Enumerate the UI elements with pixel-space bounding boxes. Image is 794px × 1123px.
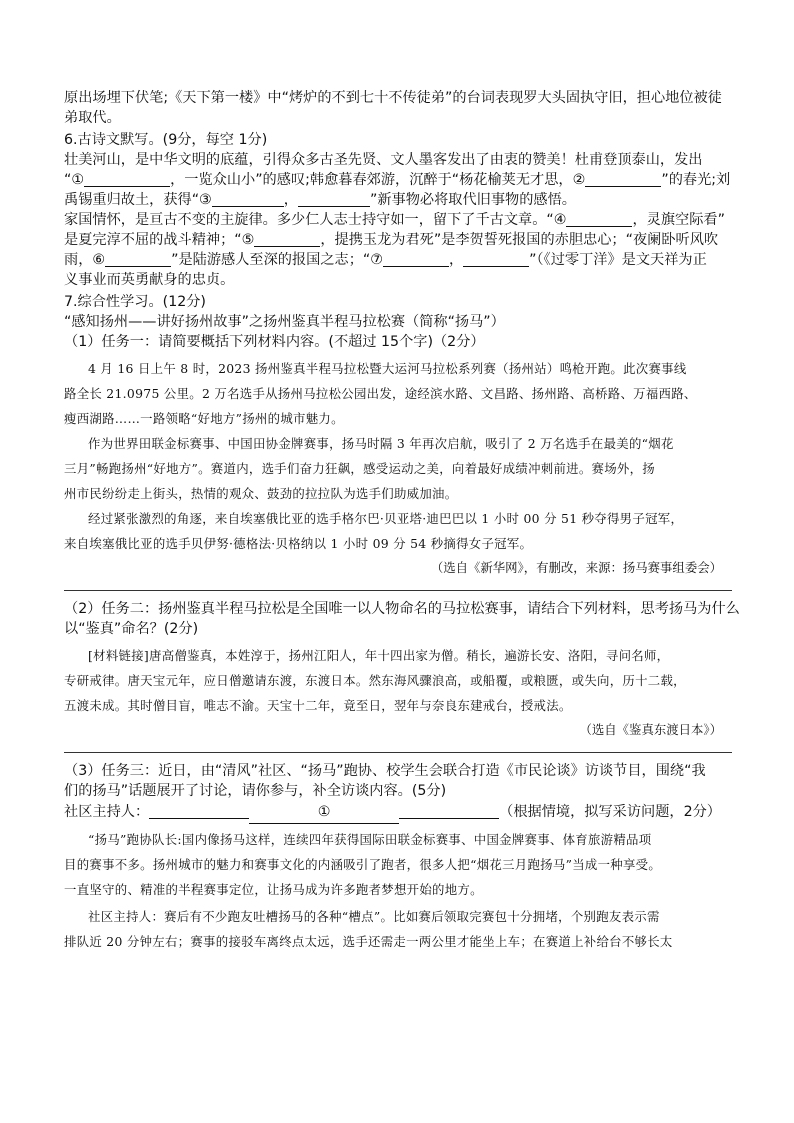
material-line: 4 月 16 日上午 8 时，2023 扬州鉴真半程马拉松暨大运河马拉松系列赛（扬州站）鸣枪开跑。此次赛事线 — [88, 361, 687, 376]
interview-line: 社区主持人：赛后有不少跑友吐槽扬马的各种“槽点”。比如赛后领取完赛包十分拥堵，个别跑友表示需 — [88, 909, 660, 924]
fill-line — [64, 250, 732, 270]
text-segment: “① — [64, 172, 85, 188]
text-line: 弟取代。 — [64, 110, 121, 126]
material-line: 专研戒律。唐天宝元年，应日僧邀请东渡，东渡日本。然东海风骤浪高，或船覆，或粮匮，或失向，历十二载， — [64, 673, 686, 688]
task-3-prompt: （3）任务三：近日，由“清风”社区、“扬马”跑协、校学生会联合打造《市民论谈》访谈节目，围绕“我 — [64, 763, 706, 779]
interview-line: “扬马”跑协队长:国内像扬马这样，连续四年获得国际田联金标赛事、中国金牌赛事、体育旅游精品项 — [88, 832, 652, 847]
answer-blank-4[interactable] — [566, 212, 632, 227]
material-line: 瘦西湖路……一路领略“好地方”扬州的城市魅力。 — [64, 411, 344, 426]
answer-line[interactable] — [64, 590, 732, 591]
material-2 — [64, 643, 732, 742]
material-source: （选自《鉴真东渡日本》） — [579, 722, 722, 737]
text-segment: ”的春光;刘 — [661, 172, 731, 188]
answer-blank-3a[interactable] — [212, 192, 284, 207]
answer-blank-7a[interactable] — [383, 252, 449, 267]
fill-line — [64, 170, 732, 190]
fill-line — [64, 190, 732, 210]
answer-blank-interview-right[interactable] — [399, 804, 499, 819]
material-line: 来自埃塞俄比亚的选手贝伊努·德格法·贝格纳以 1 小时 09 分 54 秒摘得女子冠军。 — [64, 536, 533, 551]
text-line: 义事业而英勇献身的忠贞。 — [64, 272, 235, 288]
text-segment: 禹锡重归故土，获得“③ — [64, 192, 212, 208]
text-segment: ，灵旗空际看” — [632, 212, 725, 228]
task-1-prompt: （1）任务一：请简要概括下列材料内容。(不超过 15个字)（2分） — [64, 334, 485, 350]
answer-blank-marker[interactable]: ① — [249, 801, 399, 824]
answer-blank-1[interactable] — [84, 172, 170, 187]
answer-blank-7b[interactable] — [463, 252, 529, 267]
material-line: 三月”畅跑扬州“好地方”。赛道内，选手们奋力狂飙，感受运动之美，向着最好成绩冲刺前进。赛场外，扬 — [64, 461, 655, 476]
material-line: [材料链接]唐高僧鉴真，本姓淳于，扬州江阳人，年十四出家为僧。稍长，遍游长安、洛阳，寻问名师， — [88, 648, 670, 663]
interview-host-question — [64, 801, 732, 824]
text-segment: ”是陆游感人至深的报国之志；“⑦ — [171, 252, 383, 268]
text-segment: ， — [283, 192, 298, 208]
interview-body — [64, 827, 732, 954]
instruction-note: （根据情境，拟写采访问题，2分） — [499, 804, 721, 820]
text-line: 壮美河山，是中华文明的底蕴，引得众多古圣先贤、文人墨客发出了由衷的赞美！杜甫登顶泰山，发出 — [64, 152, 703, 168]
answer-blank-5[interactable] — [254, 232, 320, 247]
answer-blank-2[interactable] — [585, 172, 661, 187]
text-segment: ，一览众山小”的感叹;韩愈暮春郊游，沉醉于“杨花榆荚无才思，② — [170, 172, 586, 188]
activity-theme: “感知扬州——讲好扬州故事”之扬州鉴真半程马拉松赛（简称“扬马”） — [64, 314, 505, 330]
speaker-label: 社区主持人： — [64, 804, 150, 820]
material-source: （选自《新华网》，有删改，来源：扬马赛事组委会） — [430, 560, 722, 575]
interview-line: 一直坚守的、精准的半程赛事定位，让扬马成为许多跑者梦想开始的地方。 — [64, 882, 483, 897]
answer-blank-interview-left[interactable] — [149, 804, 249, 819]
fill-line — [64, 230, 732, 250]
material-1 — [64, 356, 732, 580]
text-segment: 雨，⑥ — [64, 252, 106, 268]
document-page — [64, 88, 740, 954]
material-line: 路全长 21.0975 公里。2 万名选手从扬州马拉松公园出发，途经滨水路、文昌路、扬州路、高桥路、万福西路、 — [64, 386, 697, 401]
material-line: 经过紧张激烈的角逐，来自埃塞俄比亚的选手格尔巴·贝亚塔·迪巴巴以 1 小时 00 分 51 秒夺得男子冠军， — [88, 511, 684, 526]
task-2-prompt: （2）任务二：扬州鉴真半程马拉松是全国唯一以人物命名的马拉松赛事，请结合下列材料，思考扬马为什么 — [64, 601, 740, 617]
text-segment: 是夏完淳不屈的战斗精神；“⑤ — [64, 232, 255, 248]
answer-blank-6[interactable] — [105, 252, 171, 267]
text-segment: ”新事物必将取代旧事物的感悟。 — [369, 192, 576, 208]
text-line: 原出场埋下伏笔;《天下第一楼》中“烤炉的不到七十不传徒弟”的台词表现罗大头固执守旧，担心地位被徒 — [64, 90, 722, 106]
question-6-title: 6.古诗文默写。(9分，每空 1分) — [64, 132, 268, 148]
text-segment: ”（《过零丁洋》是文天祥为正 — [529, 252, 707, 268]
answer-line[interactable] — [64, 752, 732, 753]
interview-line: 目的赛事不多。扬州城市的魅力和赛事文化的内涵吸引了跑者，很多人把“烟花三月跑扬马”当成一种享受。 — [64, 857, 662, 872]
task-3-prompt: 们的扬马”话题展开了讨论，请你参与，补全访谈内容。(5分) — [64, 783, 447, 799]
task-2-prompt: 以“鉴真”命名？(2分) — [64, 621, 199, 637]
question-7-title: 7.综合性学习。(12分) — [64, 294, 206, 310]
text-segment: ， — [448, 252, 464, 268]
fill-line — [64, 210, 732, 230]
interview-line: 排队近 20 分钟左右；赛事的接驳车离终点太远，选手还需走一两公里才能坐上车；在赛道上补给台不够长太 — [64, 934, 673, 949]
text-segment: ，提携玉龙为君死”是李贺誓死报国的赤胆忠心；“夜阑卧听风吹 — [320, 232, 719, 248]
material-line: 州市民纷纷走上街头，热情的观众、鼓劲的拉拉队为选手们助威加油。 — [64, 486, 458, 501]
answer-blank-3b[interactable] — [298, 192, 370, 207]
material-line: 五渡未成。其时僧目盲，唯志不渝。天宝十二年，竟至日，翌年与奈良东建戒台，授戒法。 — [64, 698, 572, 713]
material-line: 作为世界田联金标赛事、中国田协金牌赛事，扬马时隔 3 年再次启航，吸引了 2 万名选手在最美的“烟花 — [88, 436, 674, 451]
text-segment: 家国情怀，是亘古不变的主旋律。多少仁人志士持守如一，留下了千古文章。“④ — [64, 212, 567, 228]
